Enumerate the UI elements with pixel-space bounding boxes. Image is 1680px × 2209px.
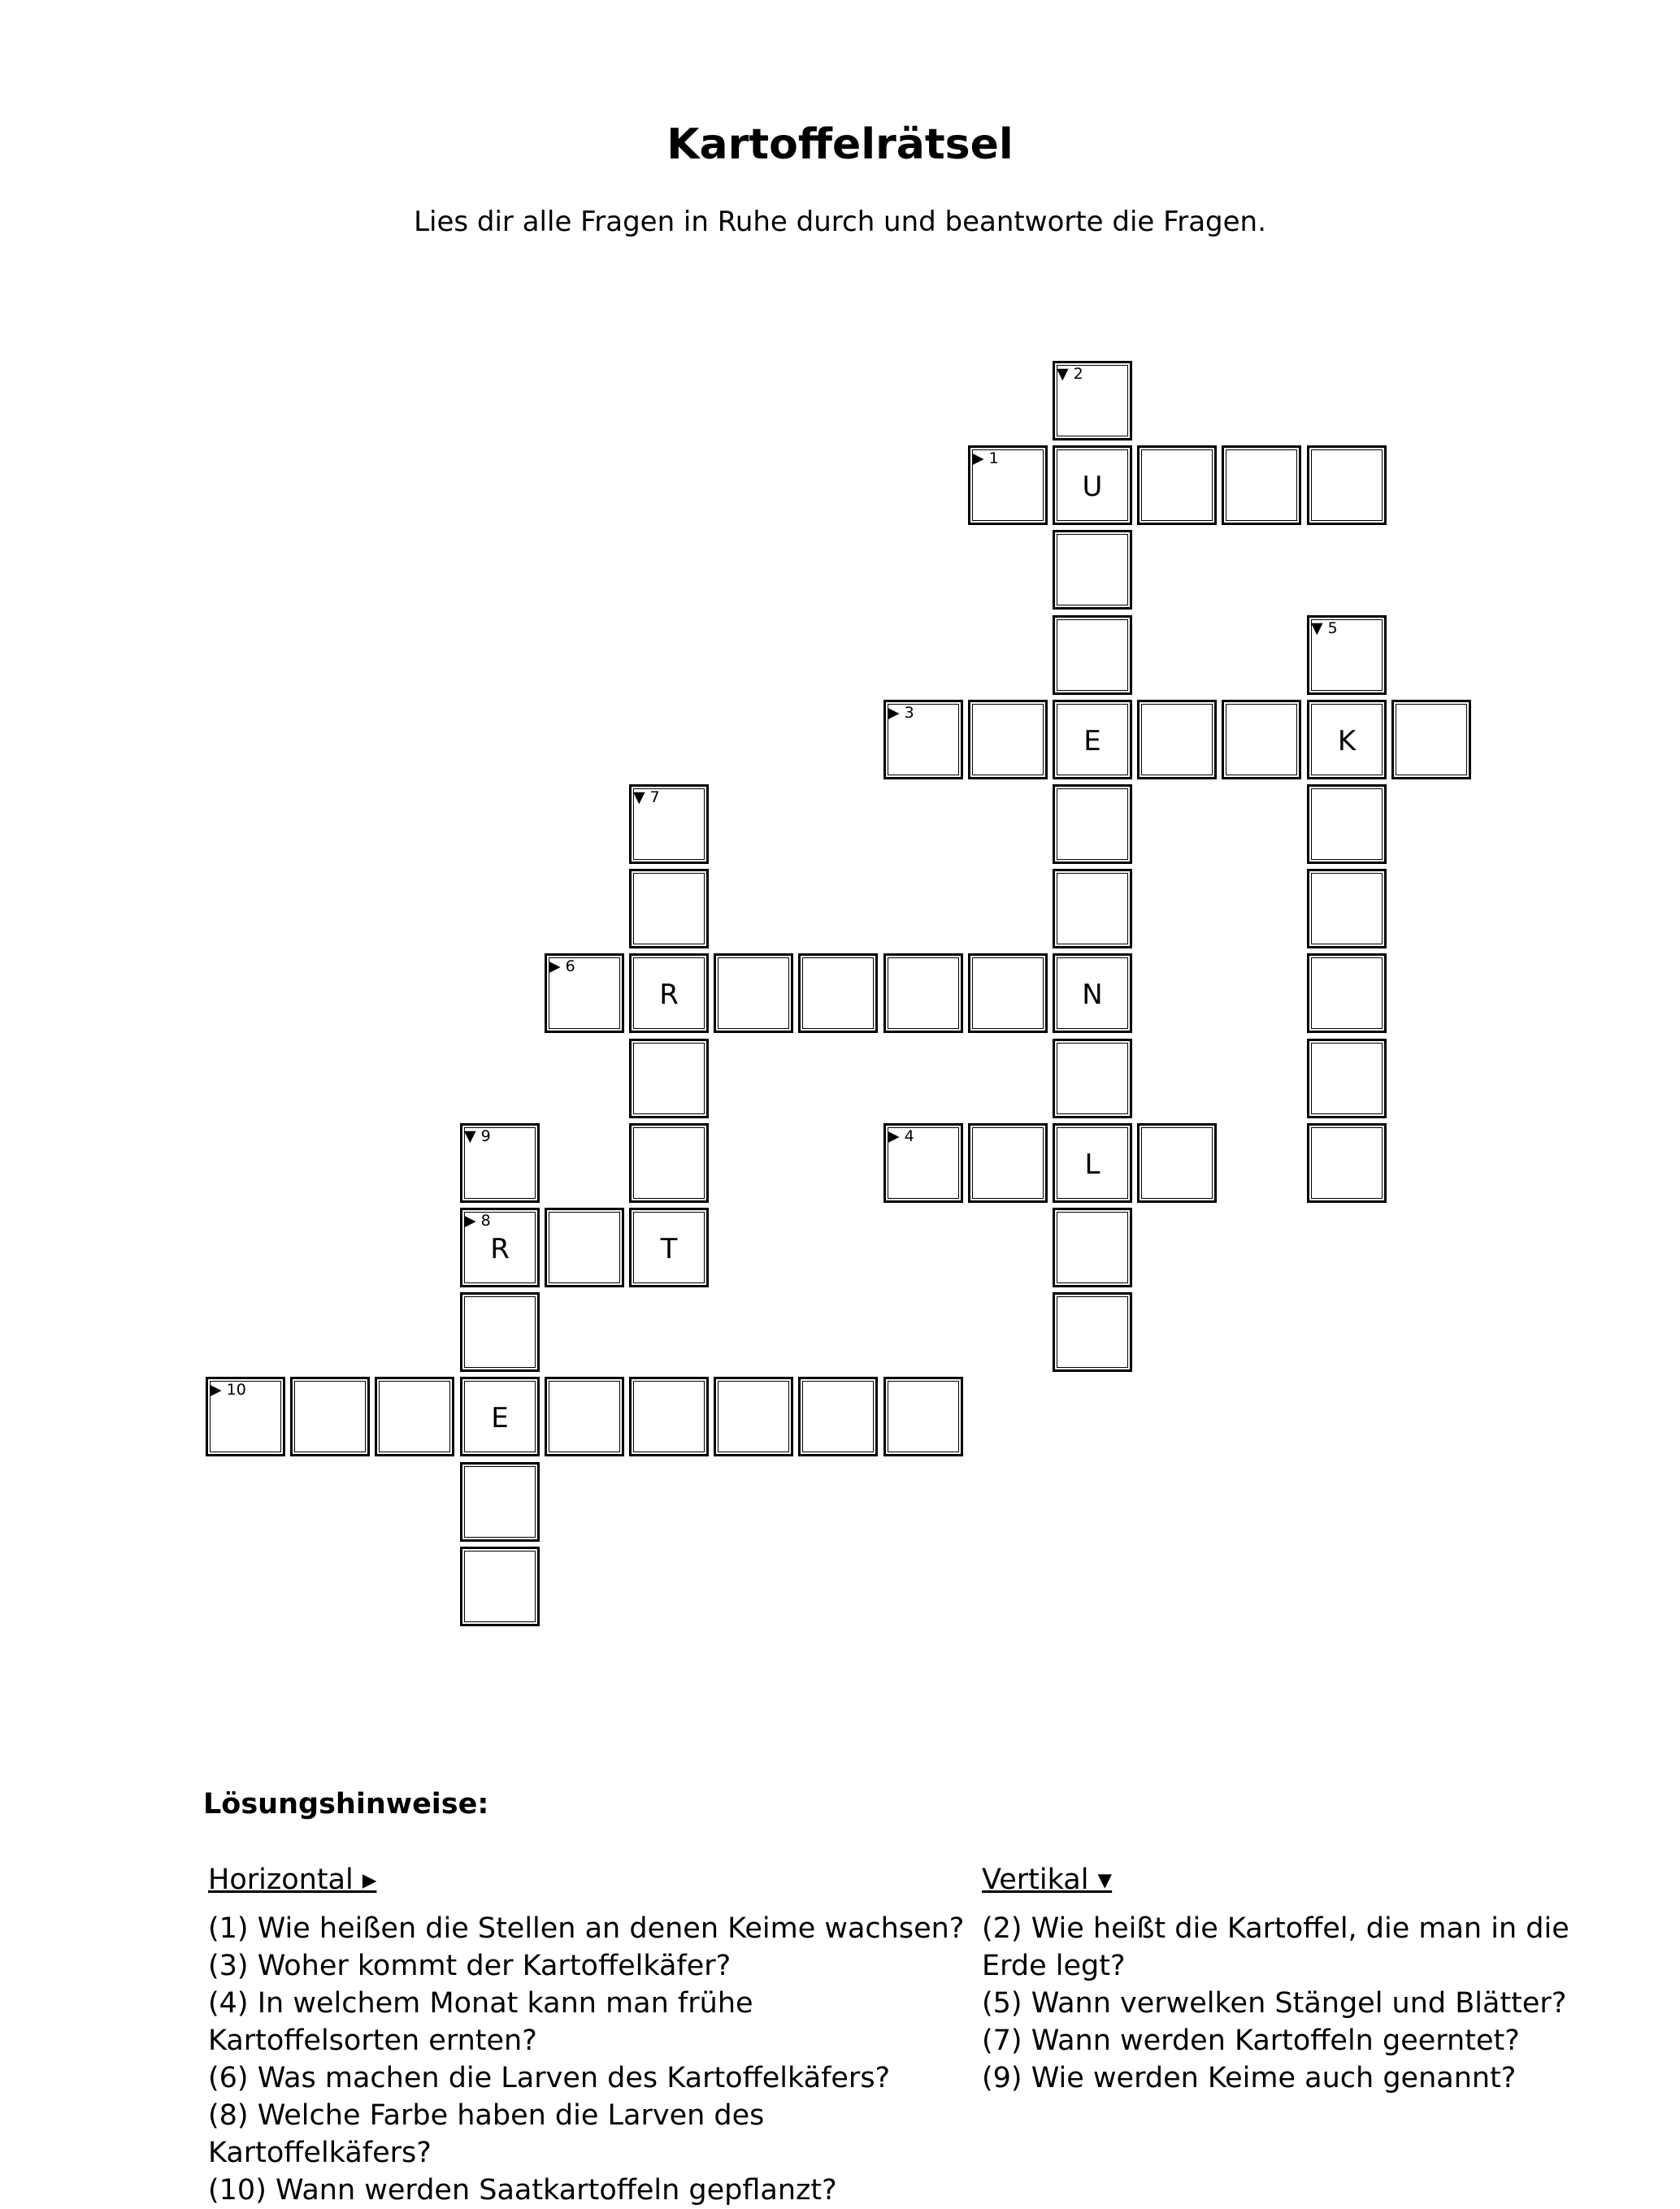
grid-cell[interactable]: [460, 1123, 540, 1203]
clue-number-6: ▶ 6: [549, 957, 575, 975]
grid-cell[interactable]: [1053, 1039, 1132, 1118]
clue-across-1: (1) Wie heißen die Stellen an denen Keime wachsen?: [208, 1912, 965, 1945]
given-letter: E: [491, 1402, 509, 1434]
given-letter: K: [1337, 725, 1357, 757]
given-letter: R: [659, 979, 679, 1011]
grid-cell[interactable]: [968, 445, 1048, 525]
given-letter: N: [1082, 979, 1103, 1011]
grid-cell[interactable]: [290, 1377, 370, 1456]
clue-across-3: (3) Woher kommt der Kartoffelkäfer?: [208, 1950, 731, 1982]
grid-cell[interactable]: [798, 953, 878, 1033]
grid-cell[interactable]: [629, 1039, 709, 1118]
grid-cell[interactable]: [629, 1208, 709, 1287]
grid-cell[interactable]: [1053, 1292, 1132, 1372]
grid-cell[interactable]: [545, 1377, 624, 1456]
grid-cell[interactable]: [1053, 784, 1132, 864]
grid-cell[interactable]: [1307, 1123, 1387, 1203]
grid-cell[interactable]: [883, 1123, 963, 1203]
clue-down-5: (5) Wann verwelken Stängel und Blätter?: [982, 1987, 1567, 2020]
grid-cell[interactable]: [1137, 700, 1217, 779]
grid-cell[interactable]: [714, 1377, 793, 1456]
grid-cell[interactable]: [460, 1462, 540, 1542]
given-letter: U: [1082, 471, 1103, 503]
grid-cell[interactable]: [1053, 445, 1132, 525]
clue-number-4: ▶ 4: [888, 1127, 914, 1145]
grid-cell[interactable]: [1307, 953, 1387, 1033]
clue-down-7: (7) Wann werden Kartoffeln geerntet?: [982, 2025, 1520, 2057]
grid-cell[interactable]: [460, 1377, 540, 1456]
grid-cell[interactable]: [1307, 615, 1387, 695]
clue-across-10: (10) Wann werden Saatkartoffeln gepflanzt?: [208, 2174, 837, 2207]
grid-cell[interactable]: [629, 869, 709, 948]
given-letter: E: [1083, 725, 1101, 757]
clue-number-10: ▶ 10: [210, 1381, 246, 1399]
clue-down-2: (2) Wie heißt die Kartoffel, die man in die Erde legt?: [982, 1912, 1569, 1982]
clue-down-9: (9) Wie werden Keime auch genannt?: [982, 2062, 1517, 2094]
grid-cell[interactable]: [1307, 1039, 1387, 1118]
grid-cell[interactable]: [460, 1547, 540, 1626]
grid-cell[interactable]: [1053, 530, 1132, 610]
grid-cell[interactable]: [968, 700, 1048, 779]
grid-cell[interactable]: [545, 1208, 624, 1287]
grid-cell[interactable]: [968, 953, 1048, 1033]
clue-number-8: ▶ 8: [464, 1212, 491, 1230]
grid-cell[interactable]: [714, 953, 793, 1033]
grid-cell[interactable]: [1307, 869, 1387, 948]
grid-cell[interactable]: [883, 1377, 963, 1456]
horizontal-clues: [208, 1861, 972, 2209]
given-letter: R: [490, 1233, 510, 1265]
grid-cell[interactable]: [545, 953, 624, 1033]
puzzle-instructions: Lies dir alle Fragen in Ruhe durch und beantworte die Fragen.: [414, 206, 1266, 238]
grid-cell[interactable]: [1053, 1208, 1132, 1287]
grid-cell[interactable]: [460, 1292, 540, 1372]
grid-cell[interactable]: [1053, 700, 1132, 779]
given-letter: T: [660, 1233, 678, 1265]
grid-cell[interactable]: [1307, 784, 1387, 864]
grid-cell[interactable]: [1053, 869, 1132, 948]
grid-cell[interactable]: [883, 700, 963, 779]
horizontal-clues-label: Horizontal ▸: [208, 1864, 377, 1896]
given-letter: L: [1084, 1148, 1100, 1181]
clue-number-5: ▼ 5: [1311, 619, 1338, 637]
grid-cell[interactable]: [1137, 445, 1217, 525]
grid-cell[interactable]: [206, 1377, 285, 1456]
grid-cell[interactable]: [629, 1377, 709, 1456]
grid-cell[interactable]: [883, 953, 963, 1033]
puzzle-title: Kartoffelrätsel: [666, 120, 1014, 169]
clue-number-9: ▼ 9: [464, 1127, 491, 1145]
grid-cell[interactable]: [1307, 445, 1387, 525]
grid-cell[interactable]: [375, 1377, 454, 1456]
grid-cell[interactable]: [1053, 1123, 1132, 1203]
grid-cell[interactable]: [629, 1123, 709, 1203]
grid-cell[interactable]: [1222, 700, 1301, 779]
vertical-clues: [982, 1861, 1583, 2097]
clue-number-2: ▼ 2: [1057, 365, 1083, 383]
grid-cell[interactable]: [798, 1377, 878, 1456]
grid-cell[interactable]: [1137, 1123, 1217, 1203]
clue-across-4: (4) In welchem Monat kann man frühe Kartoffelsorten ernten?: [208, 1987, 753, 2057]
grid-cell[interactable]: [1053, 953, 1132, 1033]
grid-cell[interactable]: [1053, 615, 1132, 695]
clue-number-1: ▶ 1: [972, 449, 999, 467]
hints-heading: Lösungshinweise:: [203, 1788, 489, 1821]
clue-across-8: (8) Welche Farbe haben die Larven des Kartoffelkäfers?: [208, 2099, 765, 2169]
grid-cell[interactable]: [1053, 361, 1132, 440]
grid-cell[interactable]: [629, 953, 709, 1033]
grid-cell[interactable]: [968, 1123, 1048, 1203]
grid-cell[interactable]: [460, 1208, 540, 1287]
grid-cell[interactable]: [1391, 700, 1471, 779]
grid-cell[interactable]: [1222, 445, 1301, 525]
grid-cell[interactable]: [1307, 700, 1387, 779]
clue-across-6: (6) Was machen die Larven des Kartoffelkäfers?: [208, 2062, 891, 2094]
vertical-clues-label: Vertikal ▾: [982, 1864, 1113, 1896]
clue-number-7: ▼ 7: [633, 788, 660, 806]
grid-cell[interactable]: [629, 784, 709, 864]
clue-number-3: ▶ 3: [888, 704, 914, 722]
